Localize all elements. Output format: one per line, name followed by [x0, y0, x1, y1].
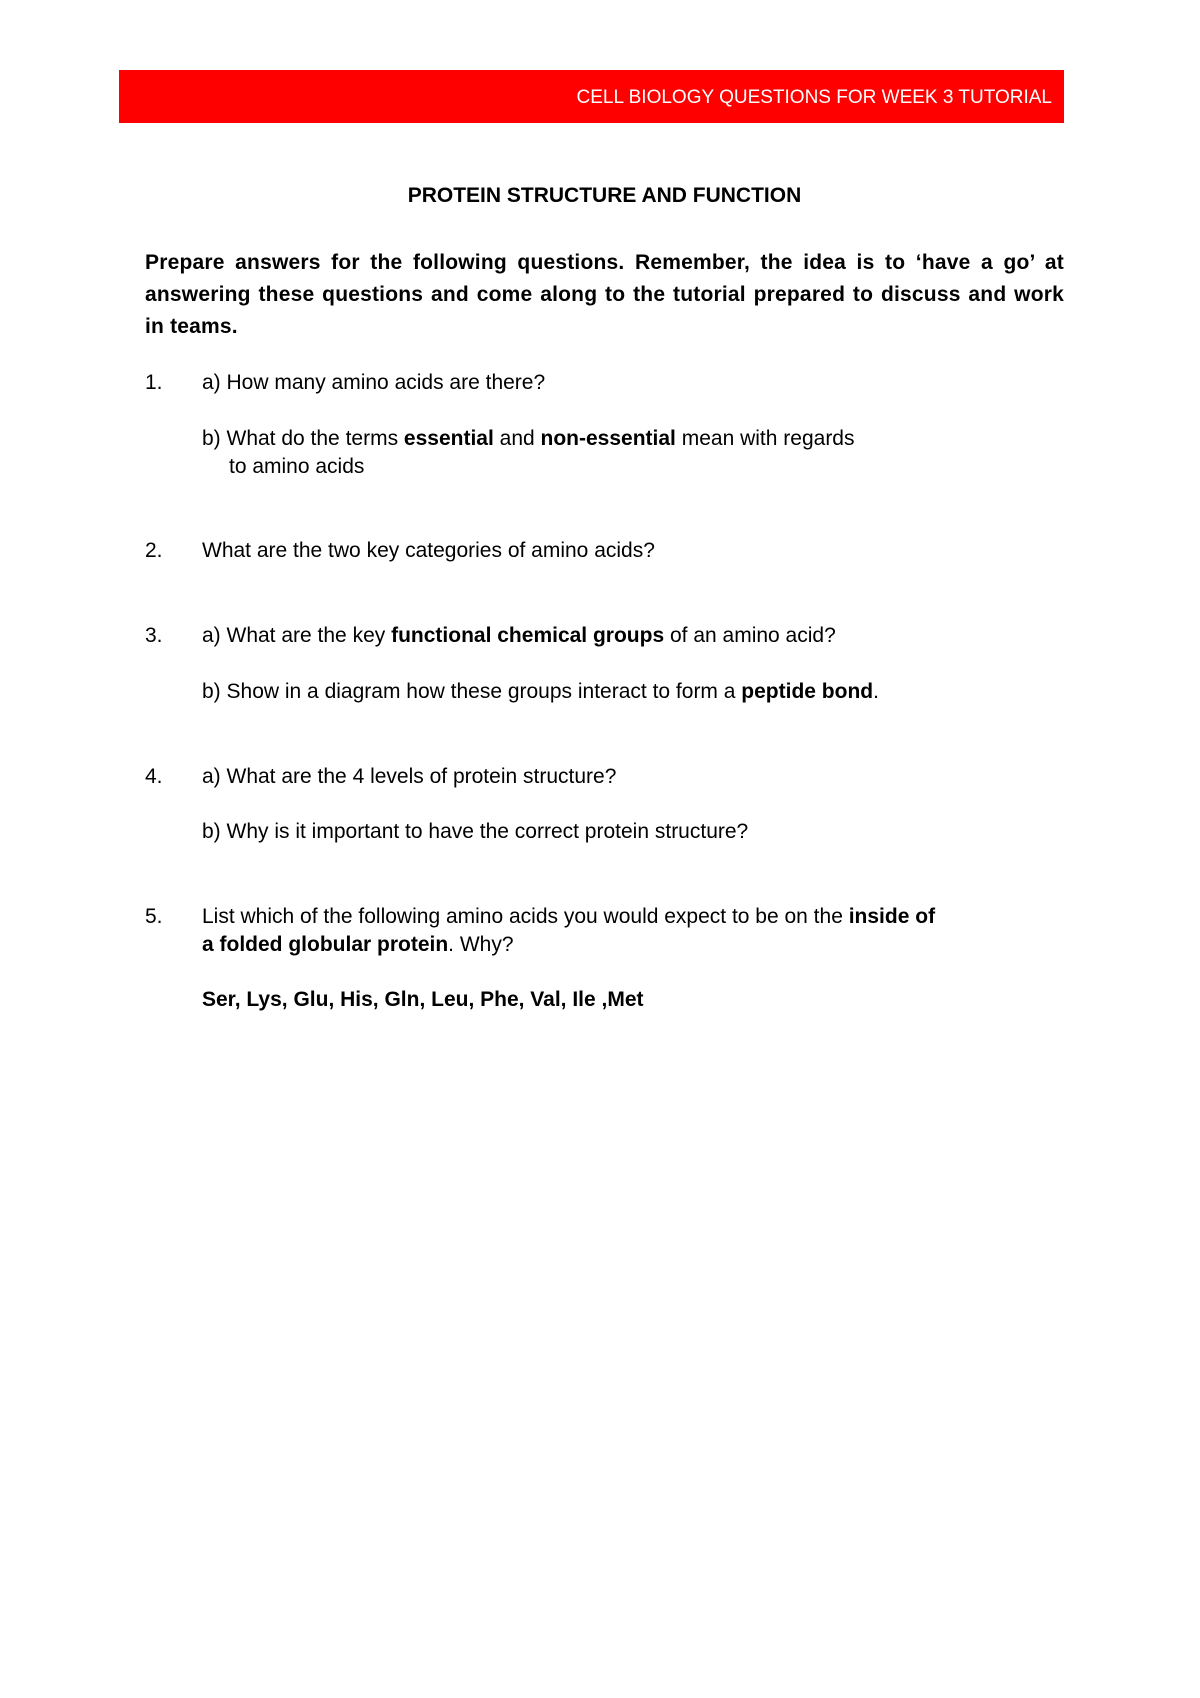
term-functional-groups: functional chemical groups — [391, 624, 665, 647]
document-title: PROTEIN STRUCTURE AND FUNCTION — [407, 184, 802, 207]
term-globular-protein: a folded globular protein — [202, 933, 449, 956]
header-bar — [119, 70, 1064, 123]
question-3-number: 3. — [145, 624, 163, 647]
term-inside-of: inside of — [848, 905, 936, 928]
amino-acid-list: Ser, Lys, Glu, His, Gln, Leu, Phe, Val, Ile ,Met — [202, 988, 644, 1011]
question-1b-text: b) What do the terms — [202, 427, 404, 450]
header-text: CELL BIOLOGY QUESTIONS FOR WEEK 3 TUTORIAL — [576, 87, 1052, 108]
question-2-number: 2. — [145, 539, 163, 562]
term-essential: essential — [403, 427, 494, 450]
question-5-text: List which of the following amino acids you would expect to be on the — [202, 905, 849, 928]
question-5-number: 5. — [145, 905, 163, 928]
term-peptide-bond: peptide bond — [741, 680, 874, 703]
question-5-line1 — [202, 903, 935, 931]
question-2: What are the two key categories of amino acids? — [202, 539, 655, 562]
question-5-line2 — [202, 931, 514, 959]
question-1b-continuation: to amino acids — [229, 455, 365, 478]
question-3a-text: a) What are the key — [202, 624, 392, 647]
question-1b-text: and — [493, 427, 541, 450]
question-3a — [202, 622, 836, 650]
question-3a-text: of an amino acid? — [664, 624, 836, 647]
intro-paragraph: Prepare answers for the following questions. Remember, the idea is to ‘have a go’ at answering these questions and come along to the tutorial prepared to discuss and work in teams. — [145, 251, 1064, 338]
question-4-number: 4. — [145, 765, 163, 788]
question-3b — [202, 678, 879, 706]
term-non-essential: non-essential — [540, 427, 676, 450]
question-1-number: 1. — [145, 371, 163, 394]
question-3b-text: b) Show in a diagram how these groups interact to form a — [202, 680, 742, 703]
question-1b — [202, 425, 855, 453]
question-4b: b) Why is it important to have the correct protein structure? — [202, 820, 749, 843]
question-4a: a) What are the 4 levels of protein structure? — [202, 765, 617, 788]
question-5-text: . Why? — [448, 933, 514, 956]
question-1b-text: mean with regards — [675, 427, 855, 450]
question-1a: a) How many amino acids are there? — [202, 371, 546, 394]
question-3b-text: . — [873, 680, 879, 703]
